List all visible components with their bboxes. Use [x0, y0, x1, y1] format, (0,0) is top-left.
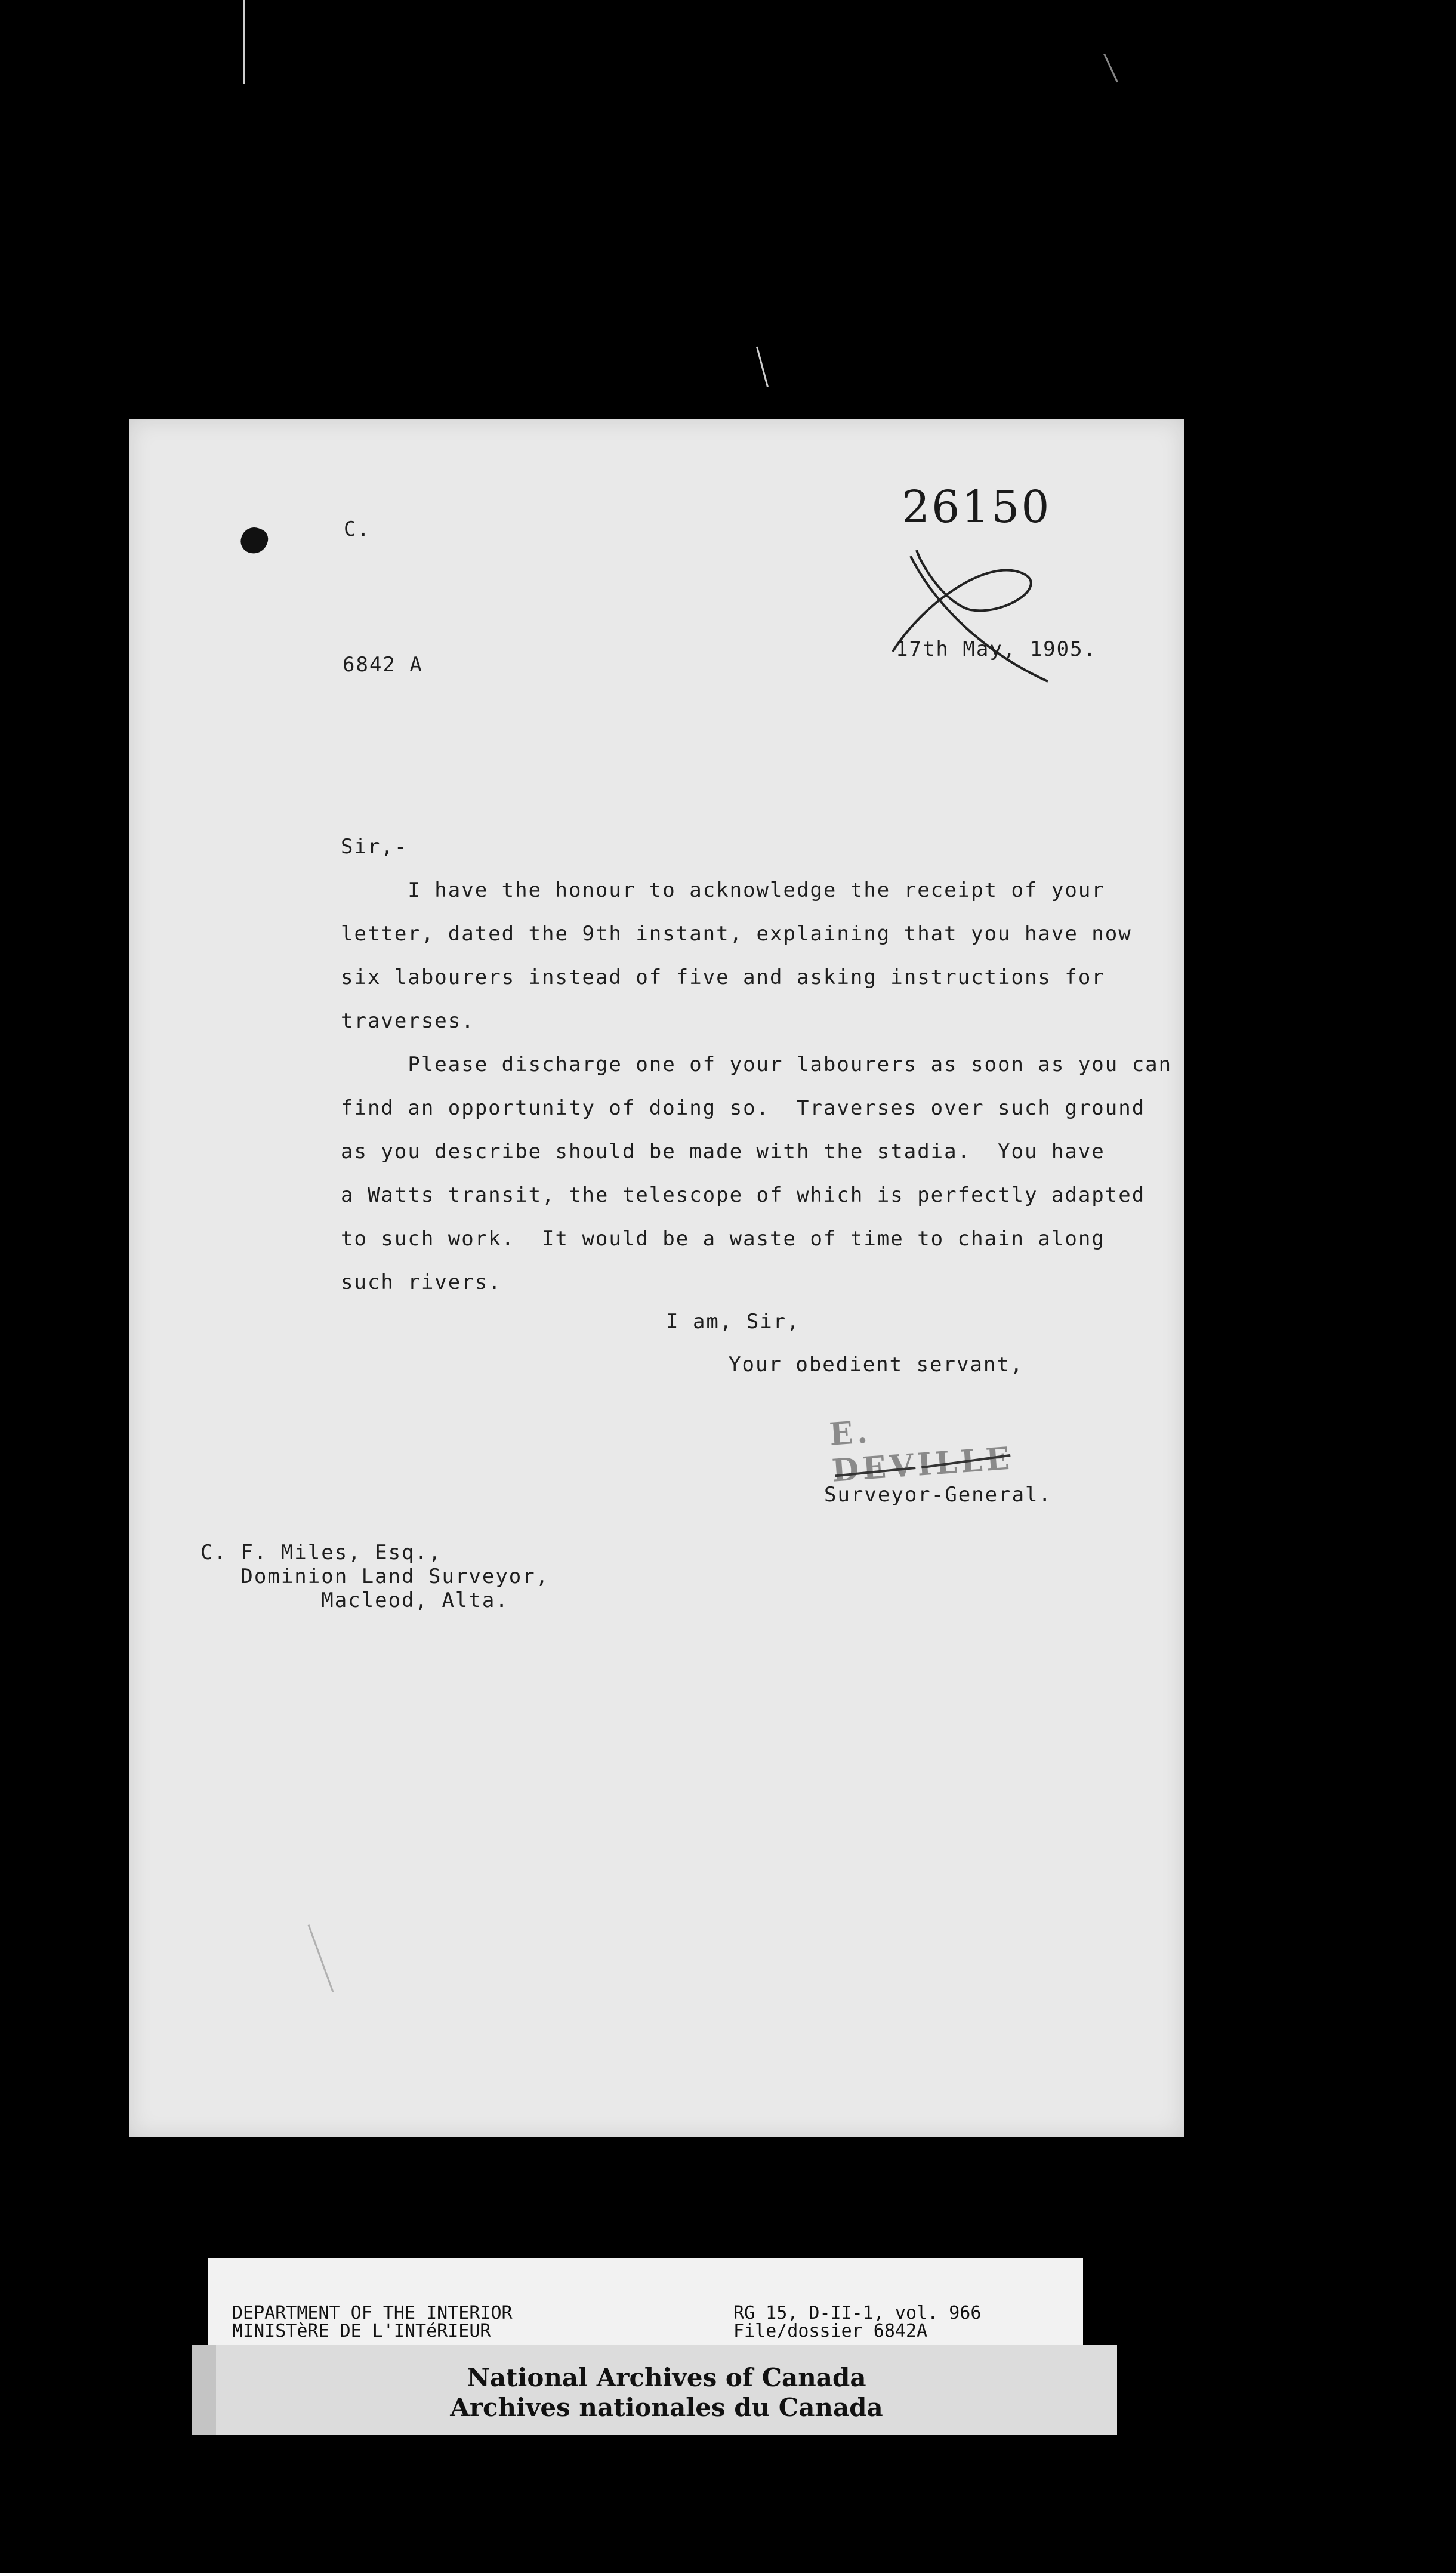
body-line: as you describe should be made with the stadia. You have	[341, 1140, 1105, 1164]
body-line: find an opportunity of doing so. Traverses over such ground	[341, 1096, 1146, 1120]
reference-letter: C.	[344, 517, 371, 541]
archive-reference-label	[208, 2258, 1083, 2347]
handwritten-file-number: 26150	[902, 482, 1051, 533]
film-scratch	[1103, 54, 1118, 82]
crossed-out-mark	[887, 532, 1066, 687]
stamp-text: E. DEVILLE	[828, 1414, 1014, 1489]
department-english: DEPARTMENT OF THE INTERIOR	[232, 2303, 513, 2324]
closing-line: I am, Sir,	[666, 1310, 800, 1334]
film-scratch	[243, 0, 245, 84]
signature-stamp	[828, 1402, 1035, 1489]
body-line: I have the honour to acknowledge the receipt of your	[341, 878, 1105, 902]
body-line: such rivers.	[341, 1270, 502, 1294]
salutation: Sir,-	[341, 835, 408, 859]
body-line: letter, dated the 9th instant, explaining that you have now	[341, 922, 1132, 946]
address-line: Dominion Land Surveyor,	[200, 1565, 550, 1588]
address-line: C. F. Miles, Esq.,	[200, 1541, 442, 1565]
file-number: 6842 A	[343, 653, 423, 677]
letter-page	[129, 419, 1184, 2137]
film-scratch	[756, 347, 769, 387]
ink-blot	[237, 524, 271, 557]
body-line: six labourers instead of five and asking instructions for	[341, 965, 1105, 989]
address-line: Macleod, Alta.	[200, 1588, 509, 1612]
body-line: traverses.	[341, 1009, 475, 1033]
file-reference: File/dossier 6842A	[733, 2321, 928, 2341]
archive-name-french: Archives nationales du Canada	[450, 2393, 883, 2422]
body-line: to such work. It would be a waste of time to chain along	[341, 1227, 1105, 1251]
archive-name-english: National Archives of Canada	[467, 2363, 866, 2392]
closing-line: Your obedient servant,	[729, 1353, 1024, 1377]
archive-banner	[192, 2345, 1117, 2435]
body-line: Please discharge one of your labourers as soon as you can	[341, 1053, 1173, 1076]
department-french: MINISTèRE DE L'INTéRIEUR	[232, 2321, 491, 2341]
signature-title: Surveyor-General.	[824, 1483, 1052, 1507]
record-group-reference: RG 15, D-II-1, vol. 966	[733, 2303, 982, 2324]
paper-mark	[308, 1924, 334, 1992]
letter-date: 17th May, 1905.	[896, 637, 1097, 661]
body-line: a Watts transit, the telescope of which is perfectly adapted	[341, 1183, 1146, 1207]
